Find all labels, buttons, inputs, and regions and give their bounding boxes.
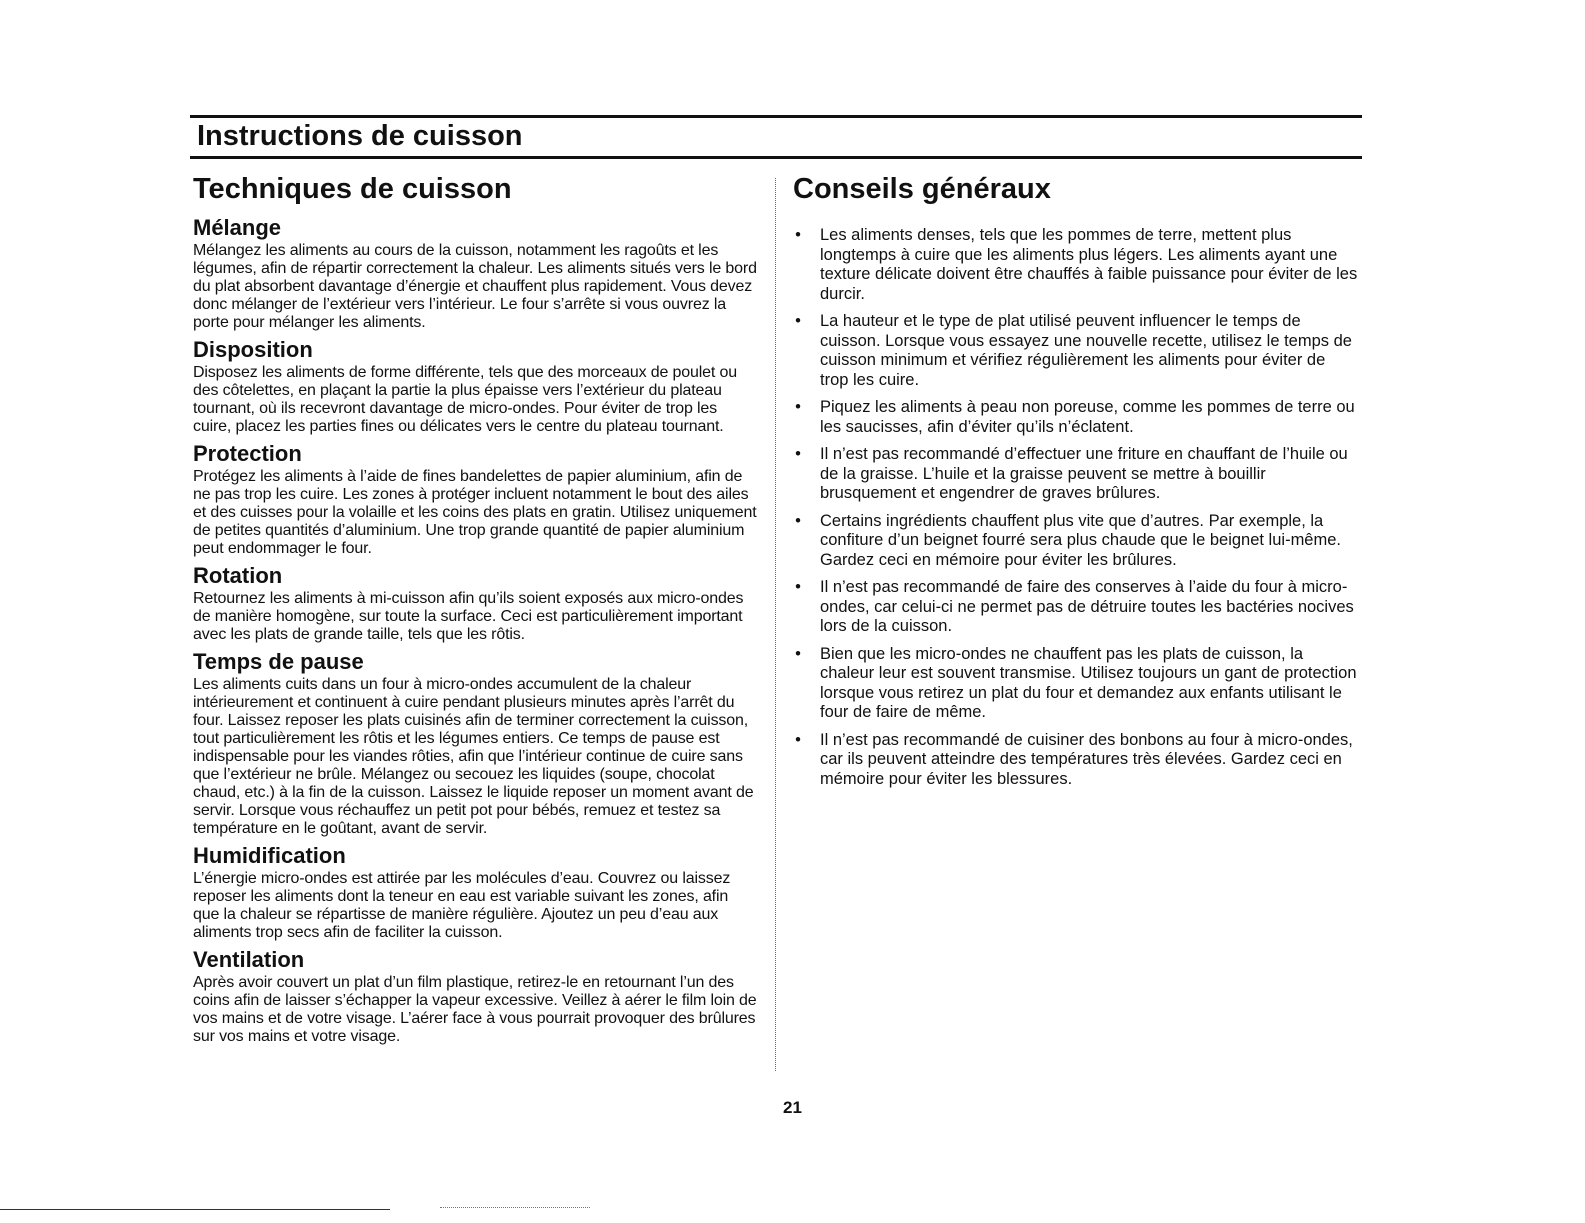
technique-section-humidification xyxy=(193,844,758,942)
bullet-icon: • xyxy=(795,730,801,749)
technique-text: Protégez les aliments à l’aide de fines bandelettes de papier aluminium, afin de ne pas trop les cuire. Les zones à protéger incluent notamment le bout des ailes et des cuisses pour la volaille et les coins des plats en gratin. Utilisez uniquement de petites quantités d’aluminium. Une trop grande quantité de papier aluminium peut endommager le four. xyxy=(193,468,757,557)
bullet-icon: • xyxy=(795,445,801,463)
tip-text: Les aliments denses, tels que les pommes de terre, mettent plus longtemps à cuire que les aliments plus légers. Les aliments ayant une texture délicate doivent être chauffés à faible puissance pour éviter de les durcir. xyxy=(820,226,1358,303)
list-item xyxy=(793,445,1358,504)
techniques-heading: Techniques de cuisson xyxy=(193,173,512,205)
tip-text: Piquez les aliments à peau non poreuse, comme les pommes de terre ou les saucisses, afin d’éviter qu’ils n’éclatent. xyxy=(820,398,1355,436)
bullet-icon: • xyxy=(795,398,801,416)
conseils-heading: Conseils généraux xyxy=(793,173,1051,205)
list-item xyxy=(793,398,1358,437)
technique-title: Rotation xyxy=(193,563,283,588)
list-item xyxy=(793,731,1358,790)
page-title: Instructions de cuisson xyxy=(197,120,523,152)
tip-text: Certains ingrédients chauffent plus vite que d’autres. Par exemple, la confiture d’un beignet fourré sera plus chaude que le beignet lui-même. Gardez ceci en mémoire pour éviter les brûlures. xyxy=(820,511,1341,569)
tip-text: Bien que les micro-ondes ne chauffent pas les plats de cuisson, la chaleur leur est souvent transmise. Utilisez toujours un gant de protection lorsque vous retirez un plat du four et demandez aux enfants utilisant le four de faire de même. xyxy=(820,644,1357,721)
technique-text: Les aliments cuits dans un four à micro-ondes accumulent de la chaleur intérieurement et continuent à cuire pendant plusieurs minutes après l’arrêt du four. Laissez reposer les plats cuisinés afin de terminer correctement la cuisson, tout particulièrement les rôtis et les légumes entiers. Ce temps de pause est indispensable pour les viandes rôties, afin que l’intérieur continue de cuire sans que l’extérieur ne brûle. Mélangez ou secouez les liquides (soupe, chocolat chaud, etc.) à la fin de la cuisson. Laissez le liquide reposer un moment avant de servir. Lorsque vous réchauffez un petit pot pour bébés, remuez et testez sa température en le goûtant, avant de servir. xyxy=(193,676,754,837)
technique-title: Mélange xyxy=(193,215,282,240)
technique-section-temps-de-pause xyxy=(193,650,758,838)
column-divider xyxy=(775,178,776,1071)
technique-title: Disposition xyxy=(193,337,313,362)
technique-title: Temps de pause xyxy=(193,649,364,674)
list-item xyxy=(793,512,1358,571)
list-item xyxy=(793,578,1358,637)
technique-text: Retournez les aliments à mi-cuisson afin qu’ils soient exposés aux micro-ondes de manière homogène, sur toute la surface. Ceci est particulièrement important avec les plats de grande taille, tels que les rôtis. xyxy=(193,590,744,643)
technique-text: Mélangez les aliments au cours de la cuisson, notamment les ragoûts et les légumes, afin de répartir correctement la chaleur. Les aliments situés vers le bord du plat absorbent davantage d’énergie et chauffent plus rapidement. Vous devez donc mélanger de l’extérieur vers l’intérieur. Le four s’arrête si vous ouvrez la porte pour mélanger les aliments. xyxy=(193,242,757,331)
conseils-column xyxy=(793,170,1358,797)
tip-text: La hauteur et le type de plat utilisé peuvent influencer le temps de cuisson. Lorsque vous essayez une nouvelle recette, utilisez le temps de cuisson minimum et vérifiez régulièrement les aliments pour éviter de trop les cuire. xyxy=(820,312,1352,389)
technique-title: Protection xyxy=(193,441,302,466)
bullet-icon: • xyxy=(795,578,801,596)
list-item xyxy=(793,226,1358,304)
technique-title: Humidification xyxy=(193,843,346,868)
technique-section-protection xyxy=(193,442,758,558)
scan-bottom-rule xyxy=(0,1209,390,1210)
technique-title: Ventilation xyxy=(193,947,305,972)
bullet-icon: • xyxy=(795,312,801,330)
technique-section-ventilation xyxy=(193,948,758,1046)
tip-text: Il n’est pas recommandé de cuisiner des bonbons au four à micro-ondes, car ils peuvent atteindre des températures très élevées. Gardez ceci en mémoire pour éviter les blessures. xyxy=(820,730,1353,788)
technique-text: Après avoir couvert un plat d’un film plastique, retirez-le en retournant l’un des coins afin de laisser s’échapper la vapeur excessive. Veillez à aérer le film loin de vos mains et de votre visage. L’aérer face à vous pourrait provoquer des brûlures sur vos mains et votre visage. xyxy=(193,974,757,1045)
technique-text: Disposez les aliments de forme différente, tels que des morceaux de poulet ou des côtelettes, en plaçant la partie la plus épaisse vers l’extérieur du plateau tournant, où ils recevront davantage de micro-ondes. Pour éviter de trop les cuire, placez les parties fines ou délicates vers le centre du plateau tournant. xyxy=(193,364,738,435)
technique-text: L’énergie micro-ondes est attirée par les molécules d’eau. Couvrez ou laissez reposer les aliments dont la teneur en eau est variable suivant les zones, afin que la chaleur se répartisse de manière régulière. Ajoutez un peu d’eau aux aliments trop secs afin de faciliter la cuisson. xyxy=(193,870,731,941)
tips-list xyxy=(793,226,1358,789)
tip-text: Il n’est pas recommandé d’effectuer une friture en chauffant de l’huile ou de la graisse. L’huile et la graisse peuvent se mettre à bouillir brusquement et engendrer de graves brûlures. xyxy=(820,445,1348,502)
bullet-icon: • xyxy=(795,644,801,663)
scan-bottom-marks xyxy=(440,1207,590,1210)
technique-section-disposition xyxy=(193,338,758,436)
tip-text: Il n’est pas recommandé de faire des conserves à l’aide du four à micro-ondes, car celui-ci ne permet pas de détruire toutes les bactéries nocives lors de la cuisson. xyxy=(820,578,1354,635)
technique-section-melange xyxy=(193,216,758,332)
list-item xyxy=(793,312,1358,390)
list-item xyxy=(793,645,1358,723)
title-underline xyxy=(190,156,1362,159)
bullet-icon: • xyxy=(795,226,801,244)
bullet-icon: • xyxy=(795,511,801,530)
page-number: 21 xyxy=(783,1098,802,1117)
technique-section-rotation xyxy=(193,564,758,644)
techniques-column xyxy=(193,170,758,1046)
